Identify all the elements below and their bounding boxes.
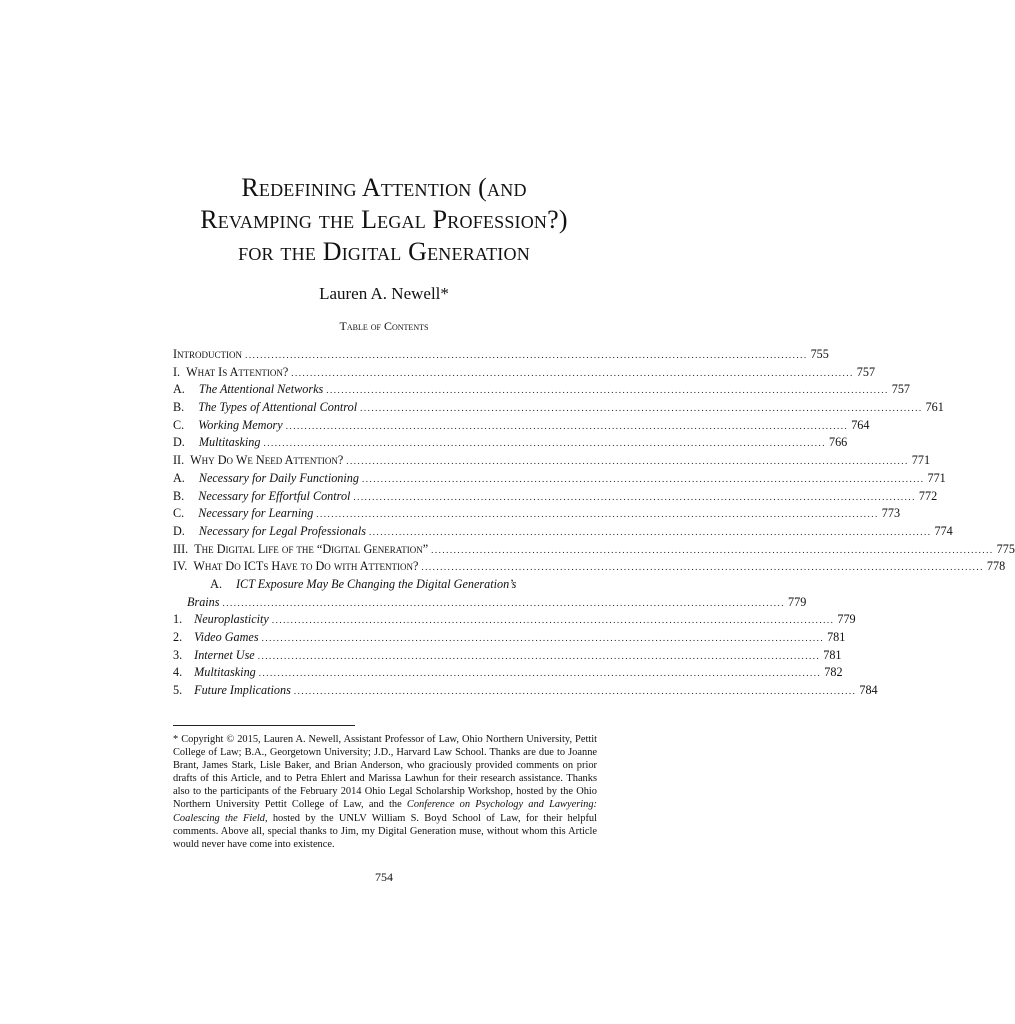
toc-entry-page: 782 [824, 665, 843, 680]
toc-entry: C. Working Memory ...................................................................................................................................................... 764 [173, 417, 599, 435]
toc-entry [173, 576, 599, 594]
toc-entry-page: 761 [925, 400, 944, 415]
toc-entry-text: Multitasking [194, 665, 256, 680]
toc-entry-text: Necessary for Effortful Control [198, 488, 351, 503]
toc-entry-page: 771 [911, 453, 931, 468]
toc-entry-page: 757 [891, 382, 910, 397]
toc-entry-number: 2. [173, 630, 183, 644]
toc-entry-number: II. [173, 453, 185, 468]
toc-entry-page: 778 [986, 559, 1006, 574]
toc-entry: I. What Is Attention? ...................................................................................................................................................... 757 [173, 364, 599, 382]
toc-entry-number: III. [173, 541, 189, 556]
toc-entry-text: Brains [187, 594, 220, 609]
title-line-3: for the Digital Generation [238, 237, 530, 266]
toc-entry: 4. Multitasking ...................................................................................................................................................... 782 [173, 664, 599, 682]
toc-entry-number: I. [173, 364, 181, 379]
toc-entry: B. The Types of Attentional Control ...................................................................................................................................................... 761 [173, 399, 599, 417]
toc-entry-page: 755 [810, 347, 829, 361]
footnote-text-2: , hosted by the UNLV William S. Boyd School of Law, for their helpful comments. Above all, special thanks to Jim, my Digital Generation muse, without whom this Article would never have come into existence. [173, 812, 597, 850]
toc-entry-number: 4. [173, 665, 183, 680]
article-title [120, 172, 648, 268]
toc-entry-number: IV. [173, 559, 188, 574]
toc-entry-page: 775 [996, 541, 1015, 556]
footnote-text-1: * Copyright © 2015, Lauren A. Newell, Assistant Professor of Law, Ohio Northern University, Pettit College of Law; B.A., Georgetown University; J.D., Harvard Law School. Thanks are due to Joanne Brant, James Stark, Lisle Baker, and Brian Anderson, who graciously provided comments on prior drafts of this Article, and to Petra Ehlert and Marissa Lawhun for their research assistance. Thanks also to the participants of the February 2014 Ohio Legal Scholarship Workshop, hosted by the Ohio Northern University Pettit College of Law, and the [173, 734, 597, 811]
table-of-contents [173, 346, 1015, 700]
toc-entry-number: A. [173, 470, 185, 485]
toc-entry-text: ICT Exposure May Be Changing the Digital Generation’s [236, 576, 517, 591]
toc-entry-page: 772 [918, 488, 938, 503]
toc-entry-number: C. [173, 417, 185, 432]
toc-entry-number: 1. [173, 612, 183, 627]
toc-entry-text: Necessary for Learning [198, 506, 314, 521]
toc-entry: III. The Digital Life of the “Digital Generation” ...................................................................................................................................................... 775 [173, 541, 599, 559]
toc-entry-text: Video Games [194, 630, 259, 644]
toc-entry-text: Working Memory [198, 417, 283, 432]
toc-entry: Introduction ...................................................................................................................................................... 755 [173, 346, 599, 364]
page-number: 754 [375, 870, 393, 884]
toc-entry-text: Introduction [173, 347, 243, 361]
toc-entry-number: A. [210, 576, 222, 591]
toc-entry-number: C. [173, 506, 185, 521]
toc-entry-text: What Do ICTs Have to Do with Attention? [193, 559, 419, 574]
toc-entry-page: 781 [823, 647, 842, 662]
toc-entry-text: The Attentional Networks [198, 382, 324, 397]
toc-entry-text: The Types of Attentional Control [198, 400, 358, 415]
toc-entry-text: Neuroplasticity [194, 612, 269, 627]
toc-entry-number: D. [173, 435, 185, 450]
toc-entry: C. Necessary for Learning ...................................................................................................................................................... 773 [173, 505, 599, 523]
toc-entry-text: Multitasking [198, 435, 261, 450]
toc-entry-number: 5. [173, 683, 183, 698]
toc-entry: II. Why Do We Need Attention? ...................................................................................................................................................... 771 [173, 452, 599, 470]
title-line-2: Revamping the Legal Profession?) [200, 205, 568, 234]
toc-entry: A. The Attentional Networks ...................................................................................................................................................... 757 [173, 381, 599, 399]
author-name: Lauren A. Newell* [319, 284, 449, 303]
toc-entry: Brains ...................................................................................................................................................... 779 [173, 594, 599, 612]
title-line-1: Redefining Attention (and [241, 173, 527, 202]
toc-heading: Table of Contents [339, 319, 429, 333]
toc-entry: D. Necessary for Legal Professionals ...................................................................................................................................................... 774 [173, 523, 599, 541]
toc-entry: 2. Video Games ...................................................................................................................................................... 781 [173, 629, 599, 647]
footnote-rule [173, 725, 355, 726]
toc-entry-number: B. [173, 400, 185, 415]
toc-entry-text: Internet Use [194, 647, 255, 662]
toc-entry-page: 773 [881, 506, 901, 521]
toc-entry-page: 774 [934, 523, 953, 538]
toc-entry: 5. Future Implications ...................................................................................................................................................... 784 [173, 682, 599, 700]
toc-entry-text: Necessary for Legal Professionals [198, 523, 366, 538]
toc-entry: 1. Neuroplasticity ...................................................................................................................................................... 779 [173, 611, 599, 629]
toc-entry-number: 3. [173, 647, 183, 662]
toc-entry-text: Why Do We Need Attention? [190, 453, 344, 468]
toc-entry-text: What Is Attention? [186, 364, 289, 379]
toc-entry-text: The Digital Life of the “Digital Generation” [194, 541, 429, 556]
toc-entry-page: 779 [837, 612, 856, 627]
footnote-italic-title: Conference on Psychology and Lawyering: Coalescing the Field [173, 799, 597, 824]
toc-entry-text: Necessary for Daily Functioning [198, 470, 359, 485]
footnote [173, 733, 597, 851]
toc-entry: A. Necessary for Daily Functioning ...................................................................................................................................................... 771 [173, 470, 599, 488]
toc-entry-number: D. [173, 523, 185, 538]
toc-entry-text: Future Implications [194, 683, 291, 698]
toc-entry: 3. Internet Use ...................................................................................................................................................... 781 [173, 647, 599, 665]
toc-entry-page: 784 [859, 683, 878, 698]
toc-entry-page: 757 [856, 364, 876, 379]
toc-entry: IV. What Do ICTs Have to Do with Attention? ...................................................................................................................................................... 778 [173, 558, 599, 576]
toc-entry-number: A. [173, 382, 185, 397]
toc-entry-page: 764 [851, 417, 870, 432]
toc-entry-page: 766 [828, 435, 848, 450]
toc-entry: D. Multitasking ...................................................................................................................................................... 766 [173, 434, 599, 452]
toc-entry-number: B. [173, 488, 185, 503]
toc-entry-page: 771 [927, 470, 946, 485]
toc-entry-page: 779 [788, 594, 807, 609]
toc-entry: B. Necessary for Effortful Control ...................................................................................................................................................... 772 [173, 488, 599, 506]
toc-entry-page: 781 [827, 630, 846, 644]
